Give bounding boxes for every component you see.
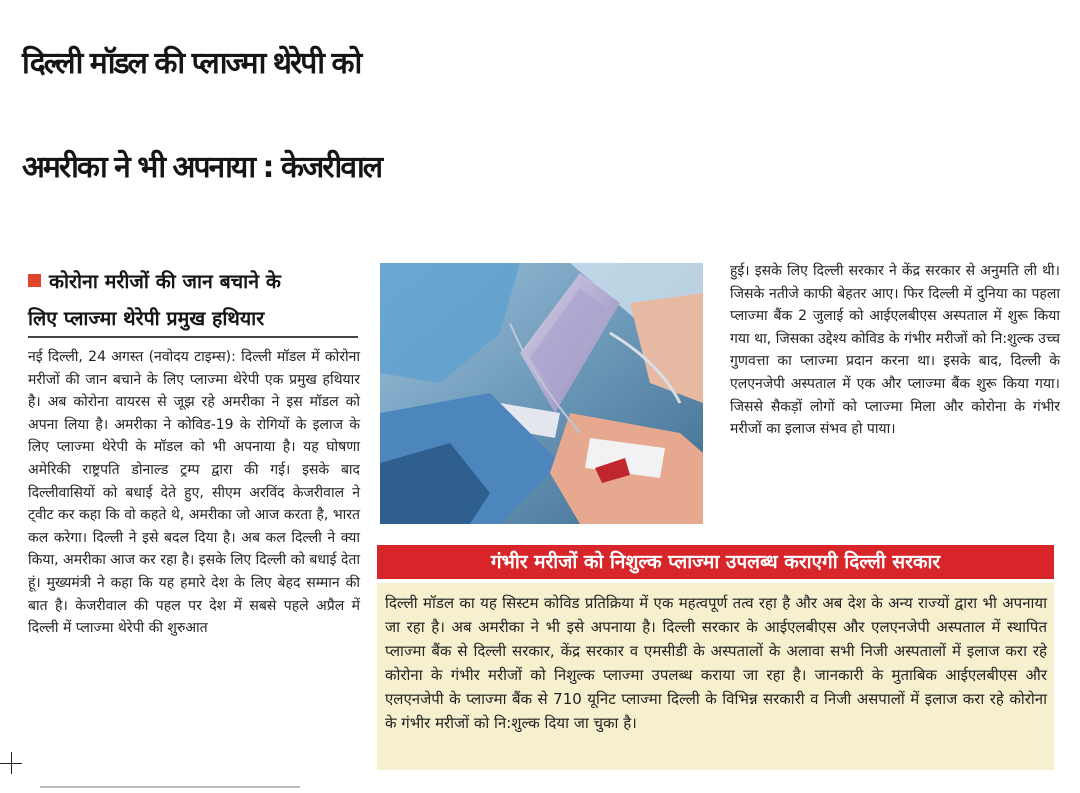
highlight-banner: गंभीर मरीजों को निशुल्क प्लाज्मा उपलब्ध कराएगी दिल्ली सरकार [377, 545, 1054, 579]
article-photo [380, 263, 703, 524]
article-column-left: नई दिल्ली, 24 अगस्त (नवोदय टाइम्स): दिल्ली मॉडल में कोरोना मरीजों की जान बचाने के लिए प्लाज्मा थेरेपी एक प्रमुख हथियार है। अब कोरोना वायरस से जूझ रहे अमरीका ने इस मॉडल को अपना लिया है। अमरीका ने कोविड-19 के रोगियों के इलाज के लिए प्लाज्मा थेरेपी के मॉडल को भी अपनाया है। यह घोषणा अमेरिकी राष्ट्रपति डोनाल्ड ट्रम्प द्वारा की गई। इसके बाद दिल्लीवासियों को बधाई देते हुए, सीएम अरविंद केजरीवाल ने ट्वीट कर कहा कि वो कहते थे, अमरीका जो आज करता है, भारत कल करेगा। दिल्ली ने इसे बदल दिया है। अब कल दिल्ली ने क्या किया, अमरीका आज कर रहा है। इसके लिए दिल्ली को बधाई देता हूं। मुख्यमंत्री ने कहा कि यह हमारे देश के लिए बेहद सम्मान की बात है। केजरीवाल की पहल पर देश में सबसे पहले अप्रैल में दिल्ली में प्लाज्मा थेरेपी की शुरुआत [28, 349, 360, 637]
subheadline-line-2: लिए प्लाज्मा थेरेपी प्रमुख हथियार [28, 307, 265, 330]
plasma-transfusion-image [380, 263, 703, 524]
headline [22, 12, 1062, 220]
article-column-right: हुई। इसके लिए दिल्ली सरकार ने केंद्र सरकार से अनुमति ली थी। जिसके नतीजे काफी बेहतर आए। फिर दिल्ली में दुनिया का पहला प्लाज्मा बैंक 2 जुलाई को आईएलबीएस अस्पताल में शुरू किया गया था, जिसका उद्देश्य कोविड के गंभीर मरीजों को नि:शुल्क उच्च गुणवत्ता का प्लाज्मा प्रदान करना था। इसके बाद, दिल्ली के एलएनजेपी अस्पताल में एक और प्लाज्मा बैंक शुरू किया गया। जिससे सैकड़ों लोगों को प्लाज्मा मिला और कोरोना के गंभीर मरीजों का इलाज संभव हो पाया। [730, 263, 1060, 438]
subheadline-line-1: कोरोना मरीजों की जान बचाने के [49, 270, 281, 293]
headline-line-2: अमरीका ने भी अपनाया : केजरीवाल [22, 150, 382, 185]
headline-line-1: दिल्ली मॉडल की प्लाज्मा थेरेपी को [22, 46, 361, 81]
highlight-box-text: दिल्ली मॉडल का यह सिस्टम कोविड प्रतिक्रिया में एक महत्वपूर्ण तत्व रहा है और अब देश के अन्य राज्यों द्वारा भी अपनाया जा रहा है। अब अमरीका ने भी इसे अपनाया है। दिल्ली सरकार के आईएलबीएस और एलएनजेपी अस्पताल में स्थापित प्लाज्मा बैंक से दिल्ली सरकार, केंद्र सरकार व एमसीडी के अस्पतालों के अलावा सभी निजी अस्पतालों में इलाज करा रहे कोरोना के गंभीर मरीजों को निशुल्क प्लाज्मा उपलब्ध कराया जा रहा है। जानकारी के मुताबिक आईएलबीएस और एलएनजेपी के प्लाज्मा बैंक से 710 यूनिट प्लाज्मा दिल्ली के विभिन्न सरकारी व निजी असपालों में इलाज करा रहे कोरोना के गंभीर मरीजों को नि:शुल्क दिया जा चुका है। [385, 594, 1047, 732]
subheadline [28, 263, 368, 337]
page-bottom-edge [40, 786, 300, 788]
bullet-square-icon [28, 274, 41, 287]
subheadline-rule [28, 336, 358, 338]
crop-mark-vertical [11, 752, 12, 774]
